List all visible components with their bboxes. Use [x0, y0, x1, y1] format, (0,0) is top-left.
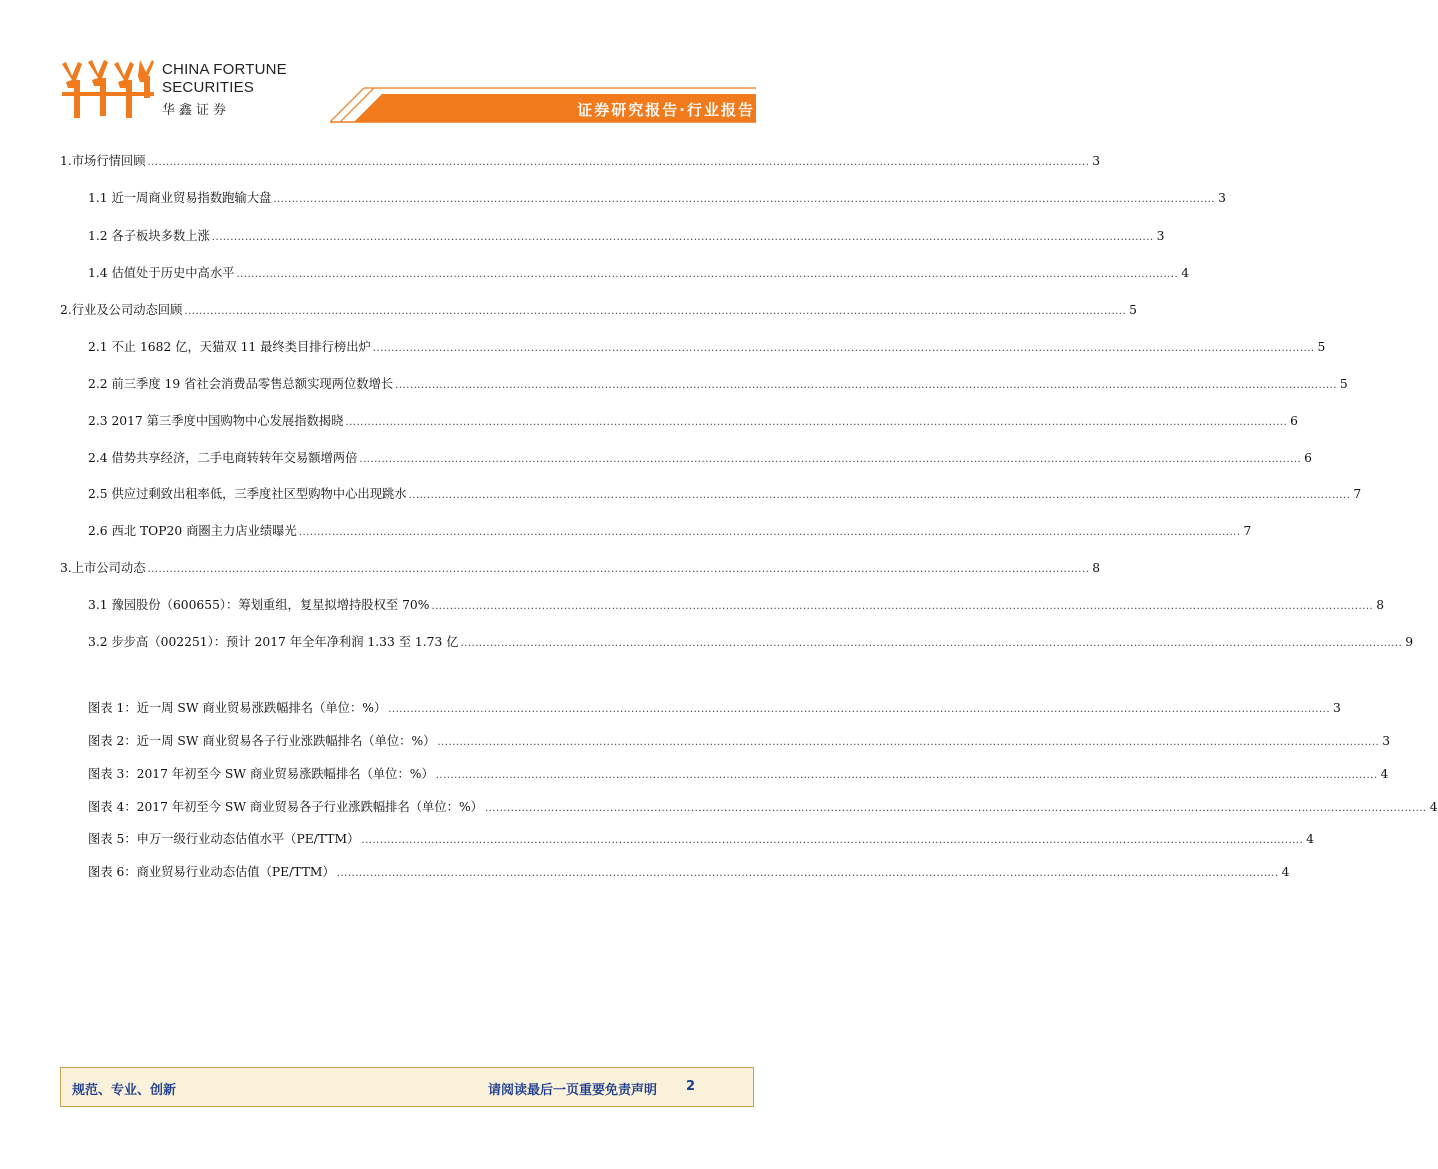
toc-leader: ................................................................................................................................................................................................................................................................	[361, 835, 1304, 846]
toc-entry-title: 2.4 借势共享经济，二手电商转转年交易额增两倍	[88, 451, 358, 465]
toc-leader: ................................................................................................................................................................................................................................................................	[435, 770, 1378, 781]
figure-entry-page: 4	[1429, 800, 1438, 814]
figure-entry-title: 图表 4：2017 年初至今 SW 商业贸易各子行业涨跌幅排名（单位：%）	[88, 800, 483, 814]
toc-entry[interactable]	[60, 151, 1101, 169]
toc-entry-title: 1.4 估值处于历史中高水平	[88, 266, 235, 280]
company-name-en-line2: SECURITIES	[162, 79, 255, 96]
toc-entry-title: 2.6 西北 TOP20 商圈主力店业绩曝光	[88, 524, 297, 538]
report-type-title: 证券研究报告·行业报告	[577, 101, 755, 119]
figure-entry-page: 4	[1380, 767, 1389, 781]
figure-entry[interactable]	[88, 862, 1290, 880]
toc-entry-title: 2.3 2017 第三季度中国购物中心发展指数揭晓	[88, 414, 344, 428]
toc-leader: ................................................................................................................................................................................................................................................................	[460, 638, 1403, 649]
toc-entry-page: 5	[1339, 377, 1348, 391]
toc-leader: ................................................................................................................................................................................................................................................................	[372, 343, 1315, 354]
toc-entry-page: 8	[1376, 598, 1385, 612]
company-name-cn: 华鑫证券	[162, 103, 231, 118]
toc-entry-page: 7	[1353, 487, 1362, 501]
figure-entry-title: 图表 3：2017 年初至今 SW 商业贸易涨跌幅排名（单位：%）	[88, 767, 434, 781]
figure-entry-page: 3	[1333, 701, 1341, 715]
figure-entry-title: 图表 6：商业贸易行业动态估值（PE/TTM）	[88, 865, 335, 879]
toc-entry[interactable]	[88, 595, 1385, 613]
toc-entry-page: 5	[1317, 340, 1326, 354]
footer-page-number: 2	[685, 1079, 695, 1094]
figure-entry-title: 图表 5：申万一级行业动态估值水平（PE/TTM）	[88, 832, 360, 846]
toc-leader: ................................................................................................................................................................................................................................................................	[388, 704, 1330, 715]
company-name-en	[162, 61, 287, 97]
toc-entry[interactable]	[88, 226, 1165, 244]
toc-entry-title: 3.上市公司动态	[60, 561, 146, 575]
toc-leader: ................................................................................................................................................................................................................................................................	[431, 601, 1374, 612]
toc-entry-title: 1.1 近一周商业贸易指数跑输大盘	[88, 191, 272, 205]
toc-leader: ................................................................................................................................................................................................................................................................	[147, 564, 1090, 575]
toc-entry-page: 3	[1156, 229, 1165, 243]
toc-entry-title: 3.2 步步高（002251）：预计 2017 年全年净利润 1.33 至 1.73 亿	[88, 635, 459, 649]
figure-entry[interactable]	[88, 731, 1391, 749]
toc-leader: ................................................................................................................................................................................................................................................................	[484, 803, 1427, 814]
toc-leader: ................................................................................................................................................................................................................................................................	[395, 380, 1337, 391]
toc-entry[interactable]	[88, 374, 1348, 392]
figure-entry-title: 图表 2：近一周 SW 商业贸易各子行业涨跌幅排名（单位：%）	[88, 734, 436, 748]
toc-entry[interactable]	[60, 300, 1137, 318]
toc-leader: ................................................................................................................................................................................................................................................................	[147, 157, 1090, 168]
toc-entry[interactable]	[88, 484, 1362, 502]
figure-entry-page: 3	[1382, 734, 1391, 748]
toc-entry[interactable]	[88, 411, 1298, 429]
toc-leader: ................................................................................................................................................................................................................................................................	[236, 269, 1179, 280]
figure-entry[interactable]	[88, 764, 1389, 782]
figure-entry-page: 4	[1281, 865, 1290, 879]
page-footer	[60, 1067, 754, 1107]
toc-leader: ................................................................................................................................................................................................................................................................	[345, 417, 1288, 428]
toc-entry-title: 2.2 前三季度 19 省社会消费品零售总额实现两位数增长	[88, 377, 394, 391]
toc-leader: ................................................................................................................................................................................................................................................................	[408, 490, 1351, 501]
toc-entry[interactable]	[88, 632, 1414, 650]
toc-entry-title: 2.行业及公司动态回顾	[60, 303, 183, 317]
toc-entry-title: 1.2 各子板块多数上涨	[88, 229, 210, 243]
company-logo-icon	[62, 58, 154, 120]
toc-entry-title: 2.5 供应过剩致出租率低，三季度社区型购物中心出现跳水	[88, 487, 407, 501]
toc-entry-page: 4	[1181, 266, 1190, 280]
toc-entry-title: 3.1 豫园股份（600655）：筹划重组，复星拟增持股权至 70%	[88, 598, 430, 612]
toc-entry-page: 9	[1405, 635, 1414, 649]
toc-leader: ................................................................................................................................................................................................................................................................	[211, 232, 1154, 243]
toc-entry[interactable]	[60, 558, 1101, 576]
footer-slogan: 规范、专业、创新	[72, 1083, 177, 1098]
toc-entry-page: 5	[1129, 303, 1137, 317]
toc-entry-page: 8	[1092, 561, 1101, 575]
toc-entry[interactable]	[88, 263, 1190, 281]
figure-entry[interactable]	[88, 797, 1438, 815]
figure-entry[interactable]	[88, 829, 1314, 847]
company-name-en-line1: CHINA FORTUNE	[162, 61, 287, 78]
toc-entry-title: 1.市场行情回顾	[60, 154, 146, 168]
footer-disclaimer: 请阅读最后一页重要免责声明	[487, 1083, 657, 1098]
toc-leader: ................................................................................................................................................................................................................................................................	[359, 454, 1302, 465]
figure-entry-title: 图表 1：近一周 SW 商业贸易涨跌幅排名（单位：%）	[88, 701, 387, 715]
toc-entry[interactable]	[88, 337, 1326, 355]
toc-leader: ................................................................................................................................................................................................................................................................	[437, 737, 1380, 748]
toc-entry-page: 3	[1092, 154, 1101, 168]
figure-entry[interactable]	[88, 698, 1341, 716]
toc-entry[interactable]	[88, 448, 1312, 466]
toc-leader: ................................................................................................................................................................................................................................................................	[336, 868, 1279, 879]
toc-entry[interactable]	[88, 521, 1252, 539]
toc-entry-page: 6	[1290, 414, 1298, 428]
toc-entry[interactable]	[88, 188, 1226, 206]
toc-leader: ................................................................................................................................................................................................................................................................	[298, 527, 1241, 538]
toc-leader: ................................................................................................................................................................................................................................................................	[184, 306, 1127, 317]
toc-entry-page: 6	[1304, 451, 1312, 465]
toc-entry-page: 3	[1218, 191, 1226, 205]
toc-entry-page: 7	[1243, 524, 1252, 538]
figure-entry-page: 4	[1306, 832, 1314, 846]
toc-entry-title: 2.1 不止 1682 亿，天猫双 11 最终类目排行榜出炉	[88, 340, 371, 354]
toc-leader: ................................................................................................................................................................................................................................................................	[273, 194, 1216, 205]
